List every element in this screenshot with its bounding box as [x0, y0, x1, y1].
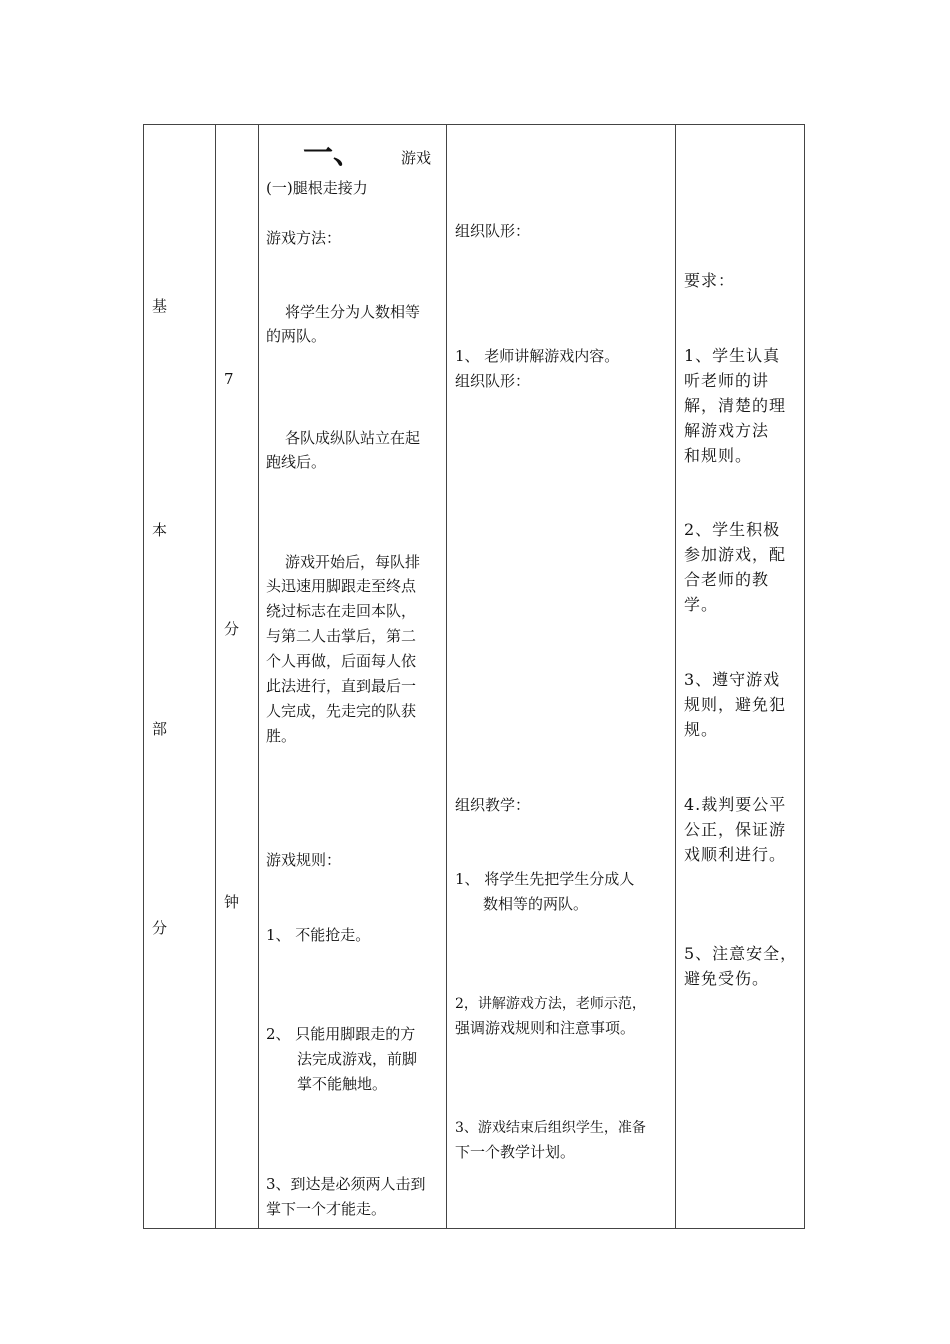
- req-item: 规则，避免犯: [684, 695, 787, 714]
- req-title: 要求：: [684, 271, 736, 290]
- rule-item: 掌不能触地。: [297, 1075, 388, 1093]
- org-item: 下一个教学计划。: [455, 1143, 576, 1161]
- time-unit-char-2: 钟: [224, 893, 240, 911]
- org-item: 强调游戏规则和注意事项。: [455, 1019, 636, 1037]
- method-text: 人完成，先走完的队获: [266, 702, 417, 720]
- section-char-3: 部: [152, 720, 168, 738]
- method-text: 游戏开始后，每队排: [285, 553, 421, 571]
- method-text: 跑线后。: [266, 453, 327, 471]
- org-item: 2，讲解游戏方法，老师示范，: [455, 996, 646, 1012]
- method-text: 的两队。: [266, 327, 327, 345]
- rule-item: 掌下一个才能走。: [266, 1200, 387, 1218]
- org-item: 3、游戏结束后组织学生，准备: [455, 1120, 646, 1136]
- org-teach-title: 组织教学：: [455, 796, 531, 814]
- method-text: 与第二人击掌后，第二: [266, 627, 417, 645]
- method-text: 将学生分为人数相等: [285, 303, 421, 321]
- rule-item: 3、到达是必须两人击到: [266, 1175, 426, 1193]
- rule-item: 2、 只能用脚跟走的方: [266, 1025, 416, 1043]
- req-item: 规。: [684, 720, 719, 739]
- org-formation-title: 组织队形：: [455, 222, 531, 240]
- column-divider: [215, 125, 216, 1228]
- req-item: 合老师的教: [684, 570, 770, 589]
- section-char-2: 本: [152, 521, 168, 539]
- rule-item: 1、 不能抢走。: [266, 926, 371, 944]
- column-divider: [446, 125, 447, 1228]
- heading-title: 游戏: [401, 149, 432, 167]
- org-item: 数相等的两队。: [483, 895, 589, 913]
- rules-title: 游戏规则：: [266, 851, 342, 869]
- rule-item: 法完成游戏，前脚: [297, 1050, 418, 1068]
- time-number: 7: [224, 370, 234, 388]
- org-formation-title: 组织队形：: [455, 372, 531, 390]
- req-item: 避免受伤。: [684, 969, 770, 988]
- column-divider: [675, 125, 676, 1228]
- req-item: 解游戏方法: [684, 421, 770, 440]
- time-unit-char-1: 分: [224, 620, 240, 638]
- method-text: 各队成纵队站立在起: [285, 429, 421, 447]
- heading-number: 一、: [303, 136, 363, 171]
- req-item: 2、学生积极: [684, 520, 781, 539]
- section-char-4: 分: [152, 919, 168, 937]
- method-title: 游戏方法：: [266, 229, 342, 247]
- req-item: 1、学生认真: [684, 346, 781, 365]
- req-item: 听老师的讲: [684, 371, 770, 390]
- method-text: 此法进行，直到最后一: [266, 677, 417, 695]
- req-item: 公正，保证游: [684, 820, 787, 839]
- req-item: 学。: [684, 595, 719, 614]
- method-text: 头迅速用脚跟走至终点: [266, 577, 417, 595]
- req-item: 5、注意安全，: [684, 944, 798, 963]
- req-item: 和规则。: [684, 446, 753, 465]
- req-item: 3、遵守游戏: [684, 670, 781, 689]
- method-text: 个人再做，后面每人依: [266, 652, 417, 670]
- req-item: 4.裁判要公平: [684, 795, 787, 814]
- game-subtitle: (一)腿根走接力: [266, 179, 368, 197]
- req-item: 参加游戏，配: [684, 545, 787, 564]
- method-text: 绕过标志在走回本队，: [266, 602, 417, 620]
- column-divider: [258, 125, 259, 1228]
- req-item: 戏顺利进行。: [684, 845, 787, 864]
- section-char-1: 基: [152, 297, 168, 315]
- org-item: 1、 将学生先把学生分成人: [455, 870, 635, 888]
- org-item: 1、 老师讲解游戏内容。: [455, 347, 620, 365]
- method-text: 胜。: [266, 727, 297, 745]
- req-item: 解，清楚的理: [684, 396, 787, 415]
